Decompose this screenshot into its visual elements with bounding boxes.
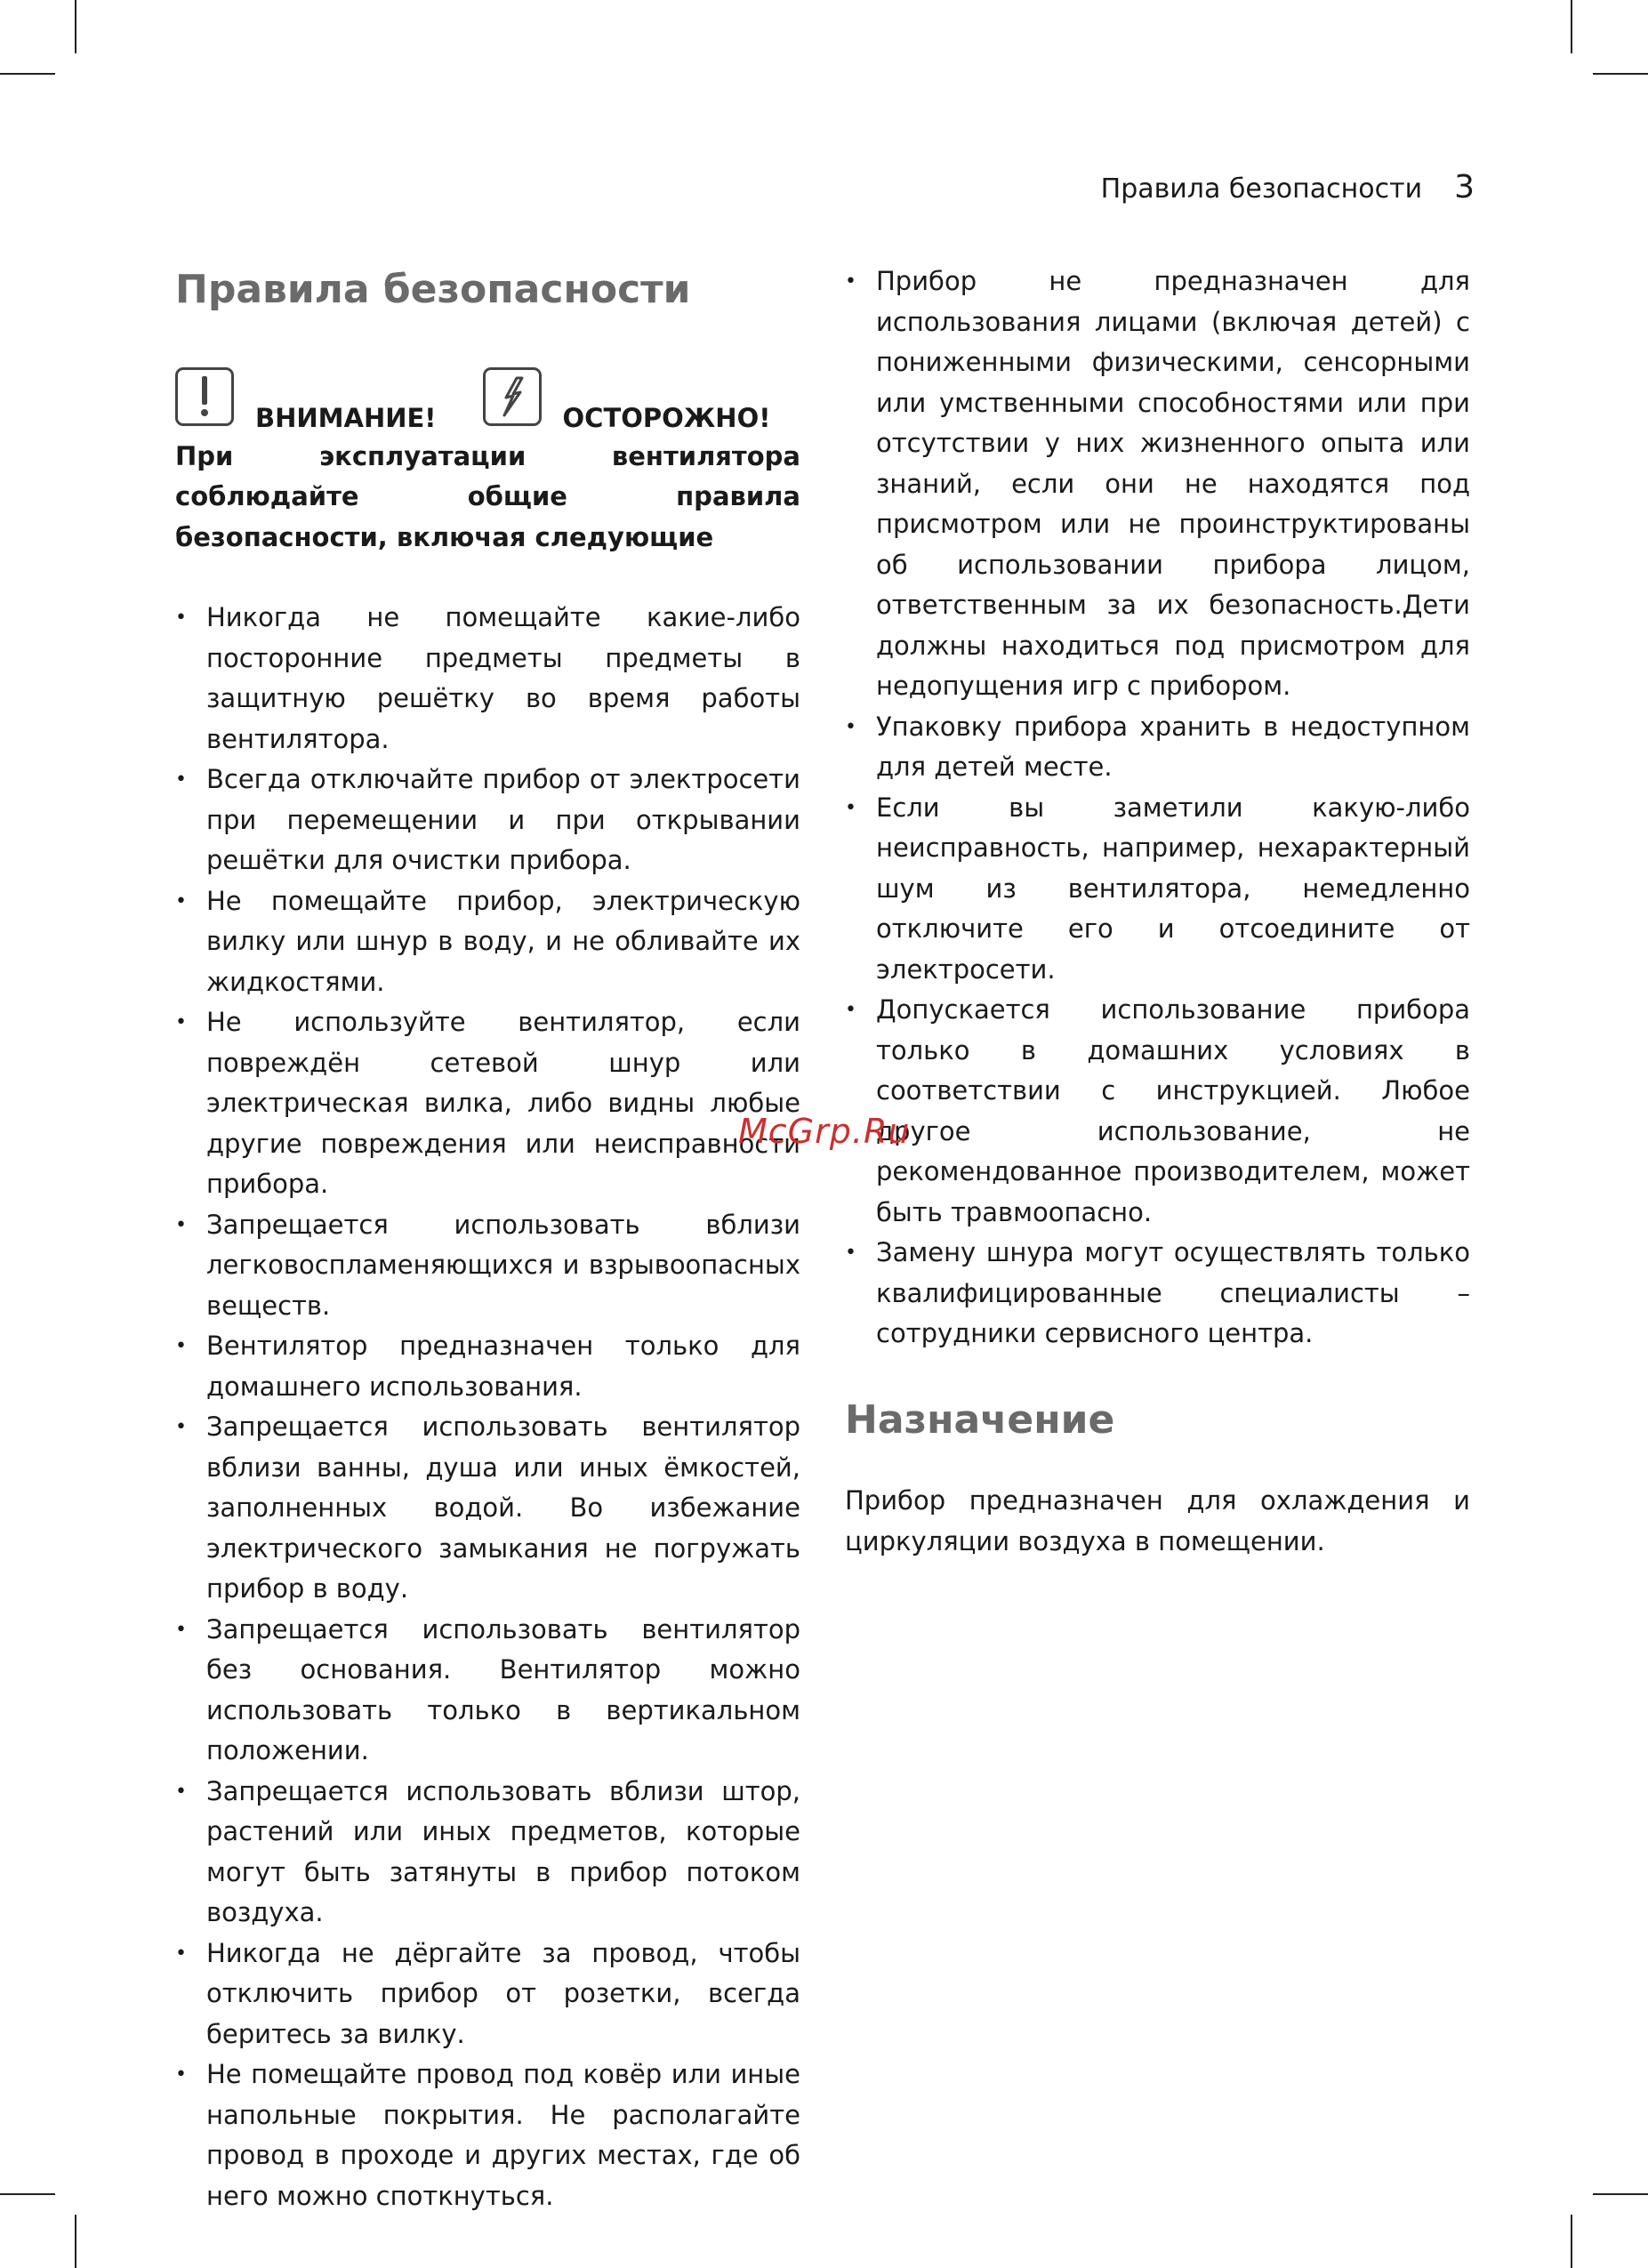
list-item: • Никогда не помещайте какие-либо посторонние предметы предметы в защитную решётку во время работы вентилятора. [175, 598, 800, 760]
list-item: • Запрещается использовать вблизи легковоспламеняющихся и взрывоопасных веществ. [175, 1205, 800, 1327]
list-item: • Никогда не дёргайте за провод, чтобы отключить прибор от розетки, всегда беритесь за вилку. [175, 1934, 800, 2055]
list-item: • Всегда отключайте прибор от электросети при перемещении и при открывании решётки для очистки прибора. [175, 760, 800, 881]
list-item: • Упаковку прибора хранить в недоступном для детей месте. [845, 707, 1470, 788]
right-column [845, 267, 1470, 1562]
list-item: • Запрещается использовать вблизи штор, растений или иных предметов, которые могут быть затянуты в прибор потоком воздуха. [175, 1772, 800, 1934]
header-title: Правила безопасности [1100, 173, 1423, 205]
left-column [175, 267, 800, 2216]
crop-mark [0, 2193, 55, 2195]
running-header [1101, 169, 1475, 205]
watermark: McGrp.Ru [738, 1112, 911, 1151]
safety-list-right [845, 261, 1470, 1355]
page-number: 3 [1454, 169, 1475, 205]
list-item: • Запрещается использовать вентилятор без основания. Вентилятор можно использовать только в вертикальном положении. [175, 1610, 800, 1772]
list-item: • Не помещайте провод под ковёр или иные напольные покрытия. Не располагайте провод в проходе и других местах, где об него можно споткнуться. [175, 2055, 800, 2216]
caution-label: ОСТОРОЖНО! [562, 402, 771, 433]
warnings-row [175, 357, 800, 433]
list-item: • Допускается использование прибора только в домашних условиях в соответствии с инструкцией. Любое другое использование, не рекомендованное производителем, может быть травмоопасно. [845, 990, 1470, 1233]
crop-mark [1571, 0, 1572, 53]
list-item: • Не используйте вентилятор, если повреждён сетевой шнур или электрическая вилка, либо видны любые другие повреждения или неисправности прибора. [175, 1002, 800, 1205]
list-item: • Запрещается использовать вентилятор вблизи ванны, душа или иных ёмкостей, заполненных водой. Во избежание электрического замыкания не погружать прибор в воду. [175, 1407, 800, 1610]
crop-mark [1593, 2193, 1648, 2195]
crop-mark [0, 73, 55, 75]
lightning-icon [483, 367, 542, 426]
list-item: • Не помещайте прибор, электрическую вилку или шнур в воду, и не обливайте их жидкостями. [175, 881, 800, 1003]
crop-mark [75, 2215, 76, 2268]
list-item: • Вентилятор предназначен только для домашнего использования. [175, 1326, 800, 1407]
exclamation-icon [175, 367, 234, 426]
crop-mark [1593, 73, 1648, 75]
safety-intro: При эксплуатации вентилятора соблюдайте общие правила безопасности, включая следующие [175, 440, 800, 552]
safety-title: Правила безопасности [175, 267, 691, 312]
safety-list-left [175, 598, 800, 2216]
crop-mark [75, 0, 76, 53]
list-item: • Прибор не предназначен для использования лицами (включая детей) с пониженными физическими, сенсорными или умственными способностями или при отсутствии у них жизненного опыта или знаний, если они не находятся под присмотром или не проинструктированы об использовании прибора лицом, ответственным за их безопасность.Дети должны находиться под присмотром для недопущения игр с прибором. [845, 261, 1470, 707]
list-item: • Если вы заметили какую-либо неисправность, например, нехарактерный шум из вентилятора, немедленно отключите его и отсоедините от электросети. [845, 788, 1470, 991]
purpose-title: Назначение [845, 1396, 1115, 1443]
list-item: • Замену шнура могут осуществлять только квалифицированные специалисты – сотрудники сервисного центра. [845, 1233, 1470, 1355]
warning-label: ВНИМАНИЕ! [255, 402, 437, 433]
purpose-text: Прибор предназначен для охлаждения и циркуляции воздуха в помещении. [845, 1485, 1470, 1556]
crop-mark [1571, 2215, 1572, 2268]
